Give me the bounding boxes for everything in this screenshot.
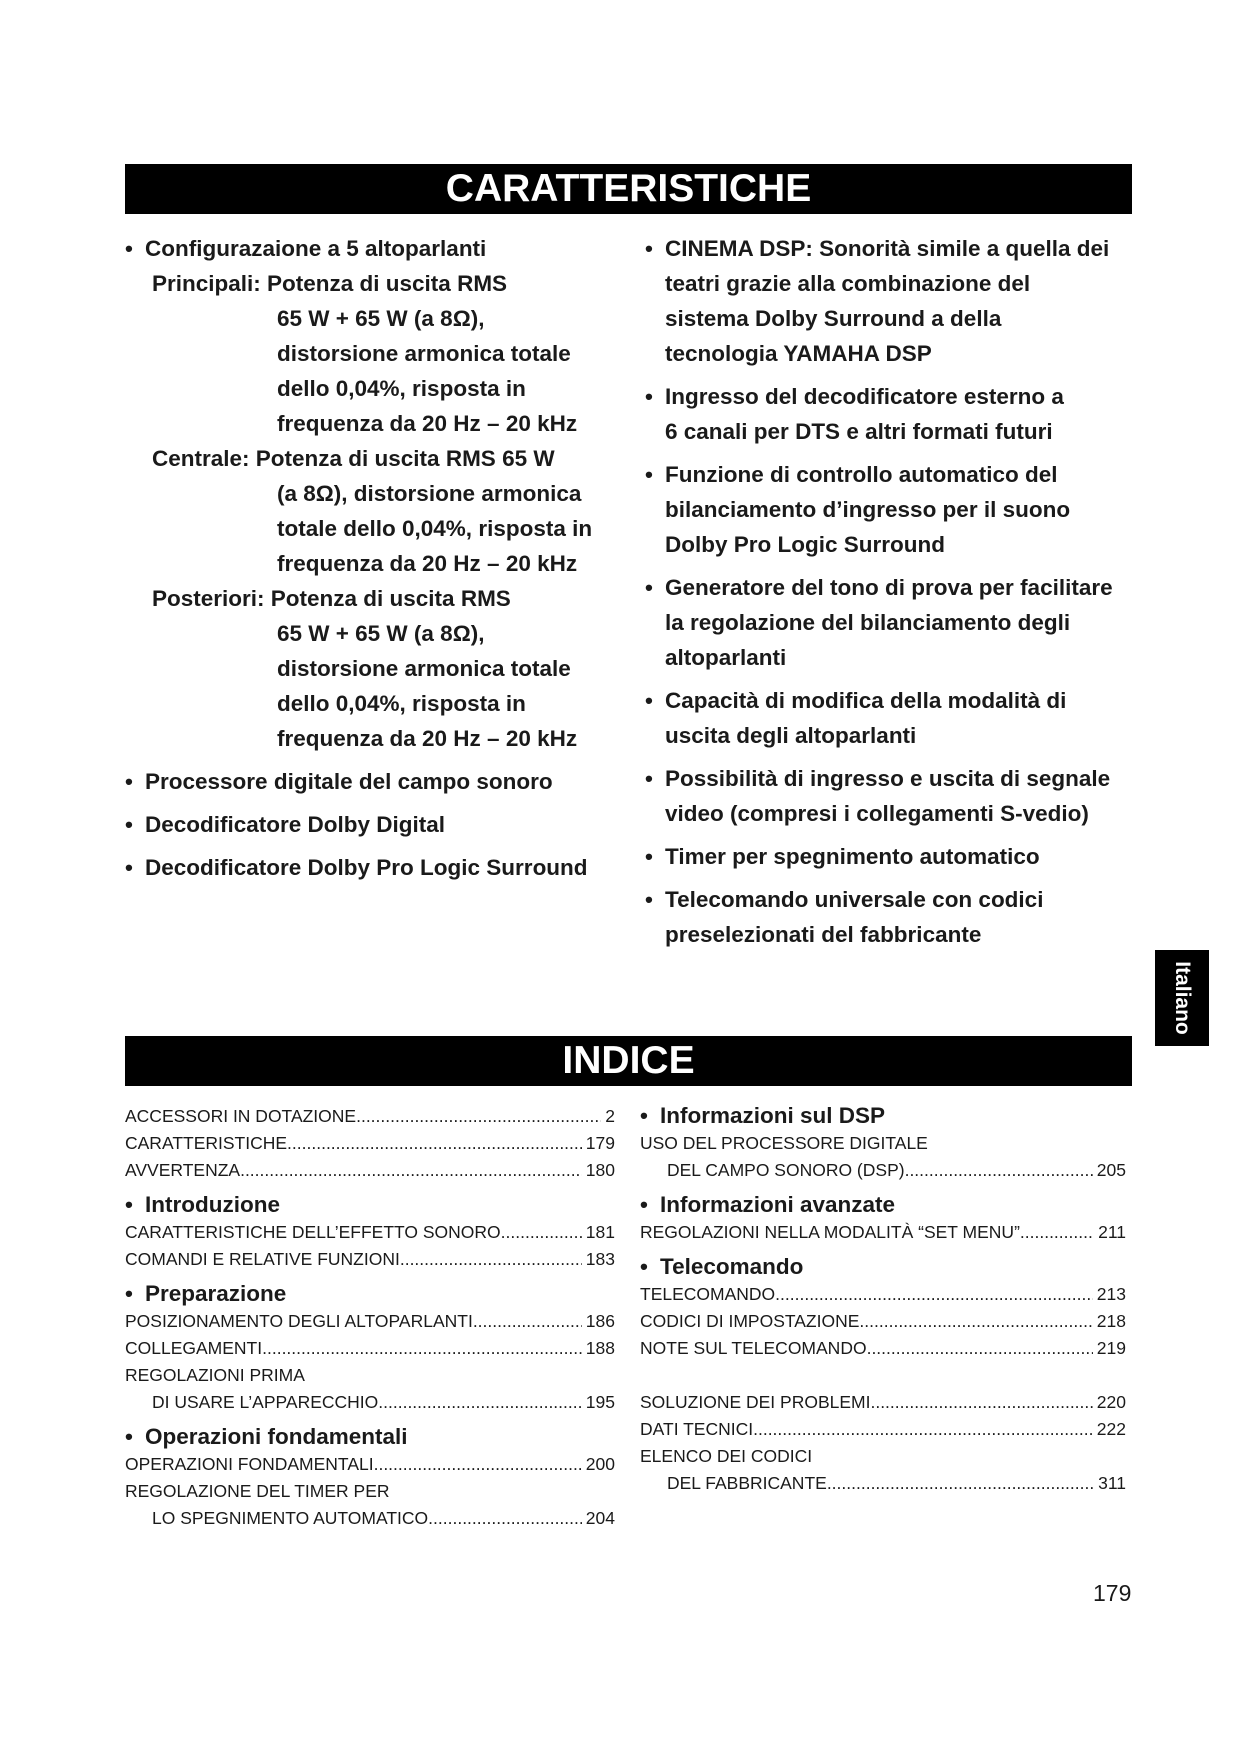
language-tab-label: Italiano: [1171, 961, 1194, 1035]
spec-line: frequenza da 20 Hz – 20 kHz: [277, 551, 578, 576]
feature-item: • Telecomando universale con codici preselezionati del fabbricante: [645, 882, 1145, 952]
toc-entry[interactable]: OPERAZIONI FONDAMENTALI ..... 200: [125, 1451, 615, 1478]
spec-line: distorsione armonica totale: [277, 341, 571, 366]
index-right-column: [640, 1101, 1126, 1497]
spec-line: totale dello 0,04%, risposta in: [277, 516, 593, 541]
toc-entry[interactable]: AVVERTENZA ..... 180: [125, 1157, 615, 1184]
feature-item: • Possibilità di ingresso e uscita di segnale video (compresi i collegamenti S-vedio): [645, 761, 1145, 831]
toc-entry[interactable]: LO SPEGNIMENTO AUTOMATICO ..... 204: [125, 1505, 615, 1532]
language-tab: [1155, 950, 1209, 1046]
spec-line: (a 8Ω), distorsione armonica: [277, 481, 582, 506]
toc-entry[interactable]: DEL FABBRICANTE ..... 311: [640, 1470, 1126, 1497]
feature-item: • Funzione di controllo automatico del bilanciamento d’ingresso per il suono Dolby Pro Logic Surround: [645, 457, 1145, 562]
feature-item: • Decodificatore Dolby Digital: [125, 807, 625, 842]
toc-entry-line: ELENCO DEI CODICI: [640, 1446, 813, 1466]
toc-entry[interactable]: CARATTERISTICHE ..... 179: [125, 1130, 615, 1157]
toc-entry-line: REGOLAZIONI PRIMA: [125, 1365, 305, 1385]
index-title: INDICE: [125, 1036, 1132, 1086]
features-right-column: [645, 231, 1145, 952]
toc-entry-line: REGOLAZIONE DEL TIMER PER: [125, 1481, 390, 1501]
feature-item: • Timer per spegnimento automatico: [645, 839, 1145, 874]
toc-entry[interactable]: CARATTERISTICHE DELL’EFFETTO SONORO ..... 181: [125, 1219, 615, 1246]
toc-entry[interactable]: SOLUZIONE DEI PROBLEMI ..... 220: [640, 1389, 1126, 1416]
feature-item: • Configurazaione a 5 altoparlanti: [125, 231, 625, 266]
toc-entry[interactable]: POSIZIONAMENTO DEGLI ALTOPARLANTI ..... 186: [125, 1308, 615, 1335]
feature-item: • Capacità di modifica della modalità di uscita degli altoparlanti: [645, 683, 1145, 753]
toc-entry[interactable]: REGOLAZIONI NELLA MODALITÀ “SET MENU” ..... 211: [640, 1219, 1126, 1246]
toc-section-heading: • Preparazione: [125, 1279, 615, 1308]
spec-line: frequenza da 20 Hz – 20 kHz: [277, 411, 578, 436]
spec-line: dello 0,04%, risposta in: [277, 691, 526, 716]
rear-speakers-label: Posteriori: Potenza di uscita RMS: [152, 586, 511, 611]
toc-entry[interactable]: NOTE SUL TELECOMANDO ..... 219: [640, 1335, 1126, 1362]
spec-line: distorsione armonica totale: [277, 656, 571, 681]
spec-line: 65 W + 65 W (a 8Ω),: [277, 621, 485, 646]
features-left-column: [125, 231, 625, 885]
toc-section-heading: • Informazioni sul DSP: [640, 1101, 1126, 1130]
toc-entry[interactable]: ACCESSORI IN DOTAZIONE ..... 2: [125, 1103, 615, 1130]
toc-section-heading: • Informazioni avanzate: [640, 1190, 1126, 1219]
toc-entry[interactable]: DATI TECNICI ..... 222: [640, 1416, 1126, 1443]
page-number: 179: [1093, 1580, 1132, 1606]
toc-entry[interactable]: DI USARE L’APPARECCHIO ..... 195: [125, 1389, 615, 1416]
toc-entry-line: USO DEL PROCESSORE DIGITALE: [640, 1133, 928, 1153]
toc-section-heading: • Introduzione: [125, 1190, 615, 1219]
spacer: [640, 1362, 1126, 1389]
spec-line: frequenza da 20 Hz – 20 kHz: [277, 726, 578, 751]
toc-entry[interactable]: COMANDI E RELATIVE FUNZIONI ..... 183: [125, 1246, 615, 1273]
toc-entry[interactable]: CODICI DI IMPOSTAZIONE ..... 218: [640, 1308, 1126, 1335]
center-speaker-label: Centrale: Potenza di uscita RMS 65 W: [152, 446, 555, 471]
feature-item: • Decodificatore Dolby Pro Logic Surround: [125, 850, 625, 885]
spec-line: dello 0,04%, risposta in: [277, 376, 526, 401]
toc-section-heading: • Operazioni fondamentali: [125, 1422, 615, 1451]
spec-line: 65 W + 65 W (a 8Ω),: [277, 306, 485, 331]
feature-item: • Generatore del tono di prova per facilitare la regolazione del bilanciamento degli altoparlanti: [645, 570, 1145, 675]
toc-entry[interactable]: TELECOMANDO ..... 213: [640, 1281, 1126, 1308]
features-title: CARATTERISTICHE: [125, 164, 1132, 214]
index-left-column: [125, 1103, 615, 1532]
toc-section-heading: • Telecomando: [640, 1252, 1126, 1281]
feature-item: • CINEMA DSP: Sonorità simile a quella dei teatri grazie alla combinazione del sistema Dolby Surround a della tecnologia YAMAHA DSP: [645, 231, 1145, 371]
main-speakers-label: Principali: Potenza di uscita RMS: [152, 271, 508, 296]
toc-entry[interactable]: DEL CAMPO SONORO (DSP) ..... 205: [640, 1157, 1126, 1184]
toc-entry[interactable]: COLLEGAMENTI ..... 188: [125, 1335, 615, 1362]
feature-item: • Ingresso del decodificatore esterno a 6 canali per DTS e altri formati futuri: [645, 379, 1145, 449]
feature-item: • Processore digitale del campo sonoro: [125, 764, 625, 799]
